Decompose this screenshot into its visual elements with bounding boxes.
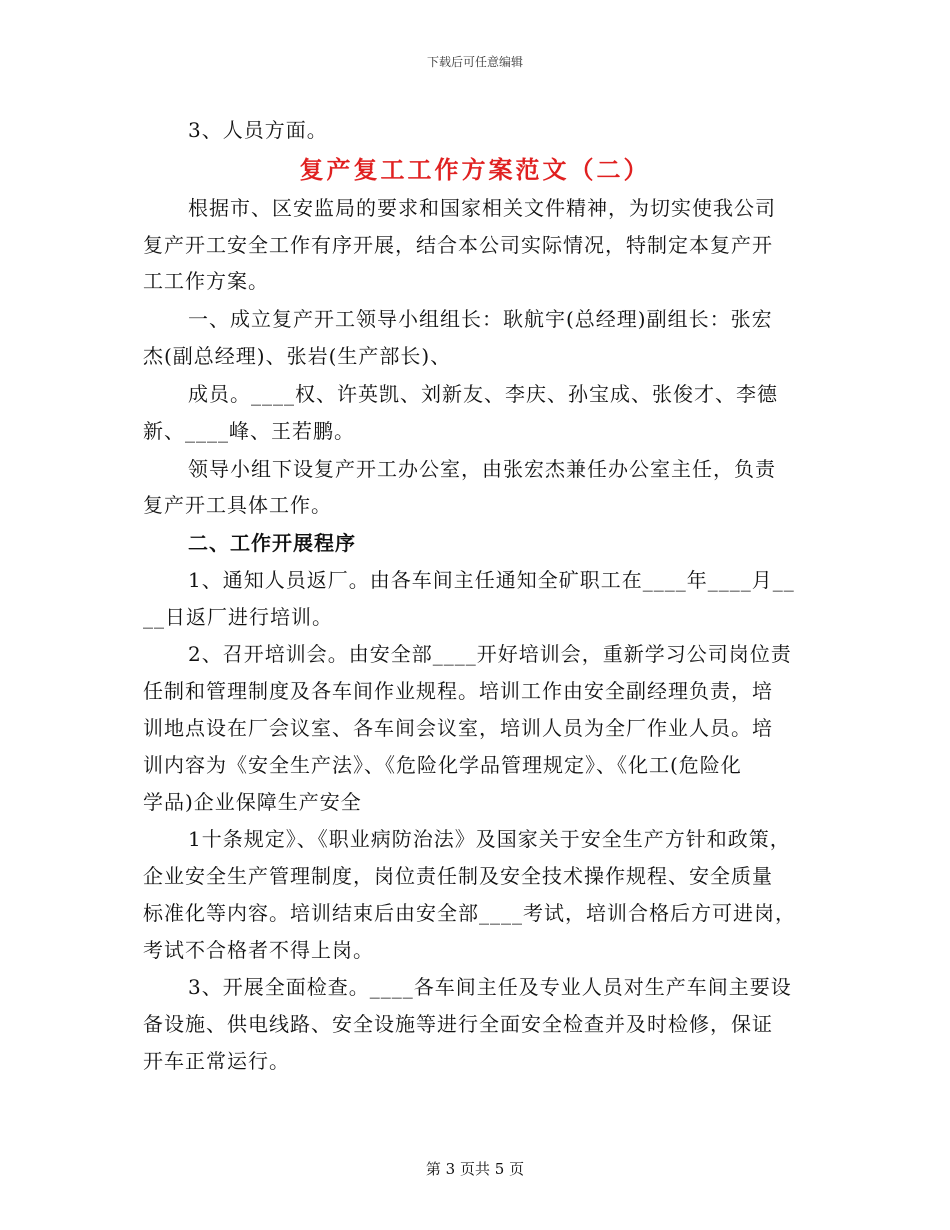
- paragraph-line: 新、____峰、王若鹏。: [143, 419, 355, 443]
- page-footer: 第 3 页共 5 页: [425, 1160, 525, 1178]
- paragraph-line: 2、召开培训会。由安全部____开好培训会，重新学习公司岗位责: [188, 642, 792, 666]
- paragraph-line: 标准化等内容。培训结束后由安全部____考试，培训合格后方可进岗，: [143, 901, 796, 925]
- paragraph-line: 一、成立复产开工领导小组组长：耿航宇(总经理)副组长：张宏: [188, 307, 773, 331]
- paragraph-line: 3、人员方面。: [188, 118, 328, 142]
- paragraph-line: 工工作方案。: [143, 269, 269, 293]
- paragraph-line: 训内容为《安全生产法》、《危险化学品管理规定》、《化工(危险化: [143, 753, 742, 777]
- paragraph-line: 领导小组下设复产开工办公室，由张宏杰兼任办公室主任，负责: [188, 457, 776, 481]
- paragraph-line: 1十条规定》、《职业病防治法》及国家关于安全生产方针和政策，: [188, 827, 791, 851]
- paragraph-line: 根据市、区安监局的要求和国家相关文件精神，为切实使我公司: [188, 196, 776, 220]
- page-header: 下载后可任意编辑: [426, 55, 523, 69]
- paragraph-line: 企业安全生产管理制度，岗位责任制及安全技术操作规程、安全质量: [143, 864, 773, 888]
- section-heading: 二、工作开展程序: [188, 531, 356, 555]
- document-title: 复产复工工作方案范文（二）: [299, 155, 651, 184]
- paragraph-line: 考试不合格者不得上岗。: [143, 938, 374, 962]
- paragraph-line: 成员。____权、许英凯、刘新友、李庆、孙宝成、张俊才、李德: [188, 382, 778, 406]
- paragraph-line: 复产开工安全工作有序开展，结合本公司实际情况，特制定本复产开: [143, 233, 773, 257]
- paragraph-line: 备设施、供电线路、安全设施等进行全面安全检查并及时检修，保证: [143, 1012, 773, 1036]
- paragraph-line: 任制和管理制度及各车间作业规程。培训工作由安全副经理负责，培: [143, 679, 773, 703]
- paragraph-line: 1、通知人员返厂。由各车间主任通知全矿职工在____年____月__: [188, 568, 795, 592]
- paragraph-line: __日返厂进行培训。: [143, 605, 333, 629]
- paragraph-line: 学品)企业保障生产安全: [143, 790, 362, 814]
- paragraph-line: 3、开展全面检查。____各车间主任及专业人员对生产车间主要设: [188, 975, 792, 999]
- paragraph-line: 训地点设在厂会议室、各车间会议室，培训人员为全厂作业人员。培: [143, 716, 773, 740]
- paragraph-line: 开车正常运行。: [143, 1049, 290, 1073]
- paragraph-line: 杰(副总经理)、张岩(生产部长)、: [143, 344, 452, 368]
- paragraph-line: 复产开工具体工作。: [143, 493, 332, 517]
